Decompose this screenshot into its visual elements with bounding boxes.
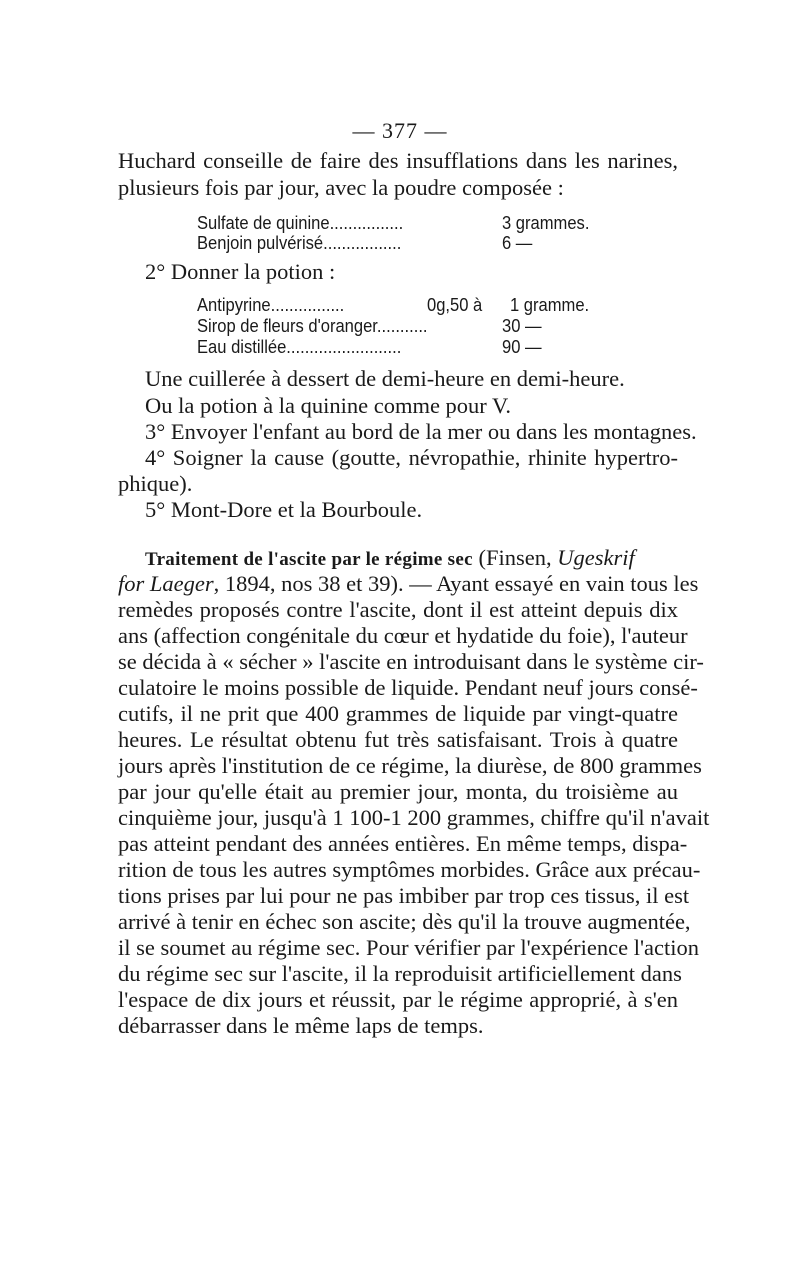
article-line-ref bbox=[118, 571, 699, 597]
article-line: remèdes proposés contre l'ascite, dont il est atteint depuis dix bbox=[118, 597, 678, 622]
potion-unit-1: 1 gramme. bbox=[510, 295, 590, 315]
article-line: ans (affection congénitale du cœur et hydatide du foie), l'auteur bbox=[118, 623, 688, 648]
instruction-line-6: 5° Mont-Dore et la Bourboule. bbox=[145, 497, 423, 522]
instruction-line-2: Ou la potion à la quinine comme pour V. bbox=[145, 393, 511, 418]
article-last-line: débarrasser dans le même laps de temps. bbox=[118, 1013, 484, 1038]
article-ref-rest: , 1894, nos 38 et 39). — Ayant essayé en vain tous les bbox=[213, 571, 699, 596]
instruction-line-3: 3° Envoyer l'enfant au bord de la mer ou dans les montagnes. bbox=[145, 419, 697, 444]
article-line: du régime sec sur l'ascite, il la reproduisit artificiellement dans bbox=[118, 961, 682, 986]
article-line: cinquième jour, jusqu'à 1 100-1 200 grammes, chiffre qu'il n'avait bbox=[118, 805, 710, 830]
item-2: 2° Donner la potion : bbox=[145, 259, 336, 284]
article-line: l'espace de dix jours et réussit, par le régime approprié, à s'en bbox=[118, 987, 678, 1012]
powder-qty-1: 3 grammes. bbox=[502, 213, 590, 233]
article-line: cutifs, il ne prit que 400 grammes de liquide par vingt-quatre bbox=[118, 701, 678, 726]
article-line: arrivé à tenir en échec son ascite; dès qu'il la trouve augmentée, bbox=[118, 909, 691, 934]
potion-qty-2: 30 — bbox=[502, 316, 542, 336]
potion-range-1: 0g,50 à bbox=[427, 295, 483, 315]
article-journal: Ugeskrif bbox=[557, 545, 635, 570]
page-number: — 377 — bbox=[352, 118, 448, 143]
potion-ingredient-3: Eau distillée......................... bbox=[197, 337, 402, 357]
article-journal-2: for Laeger bbox=[118, 571, 214, 596]
potion-ingredient-2: Sirop de fleurs d'oranger........... bbox=[197, 316, 428, 336]
article-line: pas atteint pendant des années entières. En même temps, dispa- bbox=[118, 831, 688, 856]
article-heading-line bbox=[145, 545, 678, 573]
article-line: jours après l'institution de ce régime, la diurèse, de 800 grammes bbox=[118, 753, 702, 778]
article-ref-open: (Finsen, bbox=[472, 545, 558, 570]
potion-qty-3: 90 — bbox=[502, 337, 542, 357]
intro-line-1: Huchard conseille de faire des insufflations dans les narines, bbox=[118, 148, 678, 173]
article-line: heures. Le résultat obtenu fut très satisfaisant. Trois à quatre bbox=[118, 727, 678, 752]
intro-line-2: plusieurs fois par jour, avec la poudre composée : bbox=[118, 175, 564, 200]
article-line: il se soumet au régime sec. Pour vérifier par l'expérience l'action bbox=[118, 935, 700, 960]
powder-ingredient-2: Benjoin pulvérisé................. bbox=[197, 233, 402, 253]
instruction-line-5: phique). bbox=[118, 471, 193, 496]
article-title: Traitement de l'ascite par le régime sec bbox=[145, 549, 473, 570]
instruction-line-4: 4° Soigner la cause (goutte, névropathie, rhinite hypertro- bbox=[145, 445, 678, 470]
article-line: se décida à « sécher » l'ascite en introduisant dans le système cir- bbox=[118, 649, 704, 674]
powder-qty-2: 6 — bbox=[502, 233, 533, 253]
potion-ingredient-1: Antipyrine................ bbox=[197, 295, 345, 315]
instruction-line-1: Une cuillerée à dessert de demi-heure en demi-heure. bbox=[145, 366, 625, 391]
article-line: culatoire le moins possible de liquide. Pendant neuf jours consé- bbox=[118, 675, 698, 700]
article-line: rition de tous les autres symptômes morbides. Grâce aux précau- bbox=[118, 857, 701, 882]
article-line: tions prises par lui pour ne pas imbiber par trop ces tissus, il est bbox=[118, 883, 690, 908]
article-line: par jour qu'elle était au premier jour, monta, du troisième au bbox=[118, 779, 678, 804]
powder-ingredient-1: Sulfate de quinine................ bbox=[197, 213, 404, 233]
